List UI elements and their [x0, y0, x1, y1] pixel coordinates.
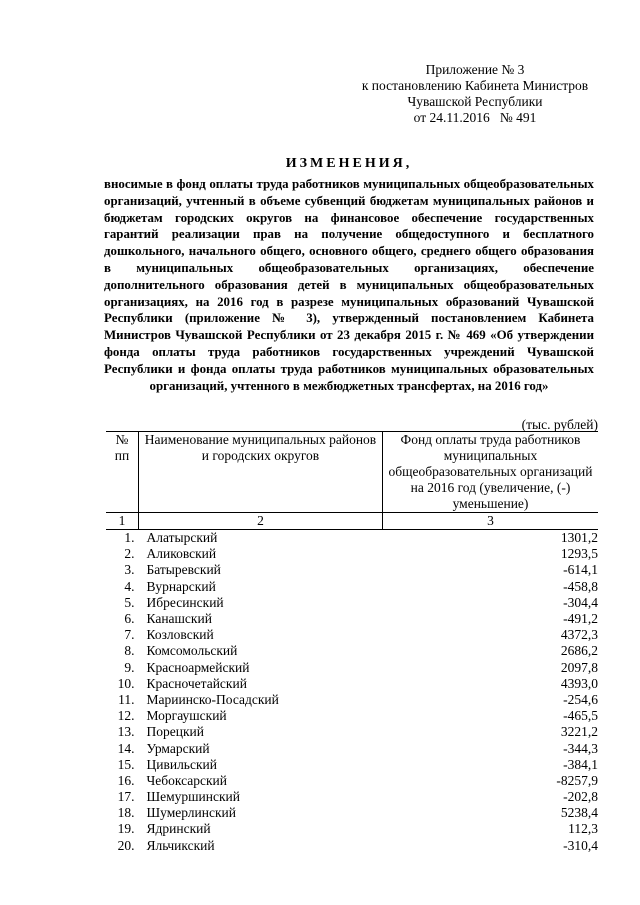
row-value: 2097,8 [560, 659, 598, 675]
header-name: Наименование муниципальных районов и городских округов [139, 432, 383, 513]
row-number: 16. [117, 772, 135, 788]
row-value: 3221,2 [560, 724, 598, 740]
row-number: 10. [117, 675, 135, 691]
row-name: Мариинско-Посадский [146, 691, 279, 707]
table-row [106, 611, 598, 627]
row-value: -310,4 [563, 837, 598, 853]
row-number: 7. [124, 627, 135, 643]
row-value: 2686,2 [560, 643, 598, 659]
row-name: Алатырский [146, 530, 218, 546]
table-row [106, 838, 598, 854]
table-row [106, 757, 598, 773]
row-name: Аликовский [146, 546, 217, 562]
row-number: 20. [117, 837, 135, 853]
row-name: Батыревский [146, 562, 221, 578]
table-row [106, 805, 598, 821]
table-row [106, 708, 598, 724]
table-row [106, 546, 598, 562]
row-value: 1293,5 [560, 546, 598, 562]
row-number: 14. [117, 740, 135, 756]
table-row [106, 724, 598, 740]
appendix-line-4: от 24.11.2016 № 491 [413, 110, 537, 125]
row-value: -491,2 [563, 611, 598, 627]
table-row [106, 740, 598, 756]
row-number: 11. [118, 691, 135, 707]
row-number: 6. [124, 611, 135, 627]
row-number: 15. [117, 756, 135, 772]
row-name: Шемуршинский [146, 789, 240, 805]
table-row [106, 579, 598, 595]
row-number: 4. [124, 578, 135, 594]
row-value: -344,3 [563, 740, 598, 756]
row-number: 5. [124, 594, 135, 610]
appendix-block [350, 62, 600, 126]
table-row [106, 627, 598, 643]
appendix-line-3: Чувашской Республики [407, 94, 543, 109]
row-number: 18. [117, 805, 135, 821]
row-name: Порецкий [146, 724, 204, 740]
row-name: Шумерлинский [146, 805, 236, 821]
row-name: Яльчикский [146, 837, 215, 853]
column-numbers-row [106, 513, 598, 530]
row-value: 1301,2 [560, 530, 598, 546]
table-row [106, 660, 598, 676]
row-number: 8. [124, 643, 135, 659]
table-row [106, 789, 598, 805]
header-value: Фонд оплаты труда работников муниципальных общеобразовательных организаций на 2016 год (увеличение, (-) уменьшение) [383, 432, 599, 513]
table-row [106, 692, 598, 708]
table-row [106, 676, 598, 692]
column-number: 1 [106, 513, 139, 530]
row-number: 2. [124, 546, 135, 562]
row-name: Комсомольский [146, 643, 238, 659]
row-value: -465,5 [563, 708, 598, 724]
row-name: Цивильский [146, 756, 217, 772]
document-title: ИЗМЕНЕНИЯ, [285, 156, 413, 171]
table-row [106, 773, 598, 789]
header-number: № пп [106, 432, 139, 513]
row-value: 4393,0 [560, 675, 598, 691]
row-value: -384,1 [563, 756, 598, 772]
table-row [106, 562, 598, 578]
table-body [106, 530, 598, 854]
changes-table [106, 431, 598, 854]
units-note: (тыс. рублей) [521, 417, 598, 432]
row-value: -304,4 [563, 594, 598, 610]
table-row [106, 530, 598, 547]
row-name: Моргаушский [146, 708, 227, 724]
column-number: 3 [383, 513, 599, 530]
appendix-line-1: Приложение № 3 [425, 62, 525, 77]
table-row [106, 821, 598, 837]
row-value: -8257,9 [556, 772, 598, 788]
row-number: 19. [117, 821, 135, 837]
row-value: -202,8 [563, 789, 598, 805]
row-value: 4372,3 [560, 627, 598, 643]
table-header-row [106, 432, 598, 513]
table-row [106, 643, 598, 659]
row-number: 13. [117, 724, 135, 740]
row-number: 17. [117, 789, 135, 805]
row-value: 112,3 [568, 821, 598, 837]
row-value: 5238,4 [560, 805, 598, 821]
row-name: Красночетайский [146, 675, 247, 691]
row-name: Чебоксарский [146, 772, 228, 788]
row-name: Красноармейский [146, 659, 250, 675]
row-name: Ибресинский [146, 594, 224, 610]
row-name: Вурнарский [146, 578, 216, 594]
row-name: Канашский [146, 611, 212, 627]
row-number: 9. [124, 659, 135, 675]
row-name: Ядринский [146, 821, 211, 837]
row-number: 3. [124, 562, 135, 578]
row-value: -254,6 [563, 691, 598, 707]
row-number: 1. [124, 530, 135, 546]
table-row [106, 595, 598, 611]
document-subtitle: вносимые в фонд оплаты труда работников муниципальных общеобразовательных организаций, учтенный в объеме субвенций бюджетам муниципальных районов и бюджетам городских округов на финансовое обеспечение государственных гарантий реализации прав на получение общедоступного и бесплатного дошкольного, начального общего, основного общего, среднего общего образования в муниципальных общеобразовательных организациях, обеспечение дополнительного образования детей в муниципальных общеобразовательных организациях, на 2016 год в разрезе муниципальных образований Чувашской Республики (приложение № 3), утвержденный постановлением Кабинета Министров Чувашской Республики от 23 декабря 2015 г. № 469 «Об утверждении фонда оплаты труда работников государственных учреждений Чувашской Республики и фонда оплаты труда работников муниципальных образовательных организаций, учтенного в межбюджетных трансфертах, на 2016 год» [104, 177, 594, 393]
row-value: -614,1 [563, 562, 598, 578]
row-number: 12. [117, 708, 135, 724]
column-number: 2 [139, 513, 383, 530]
appendix-line-2: к постановлению Кабинета Министров [361, 78, 589, 93]
row-value: -458,8 [563, 578, 598, 594]
row-name: Урмарский [146, 740, 210, 756]
row-name: Козловский [146, 627, 214, 643]
